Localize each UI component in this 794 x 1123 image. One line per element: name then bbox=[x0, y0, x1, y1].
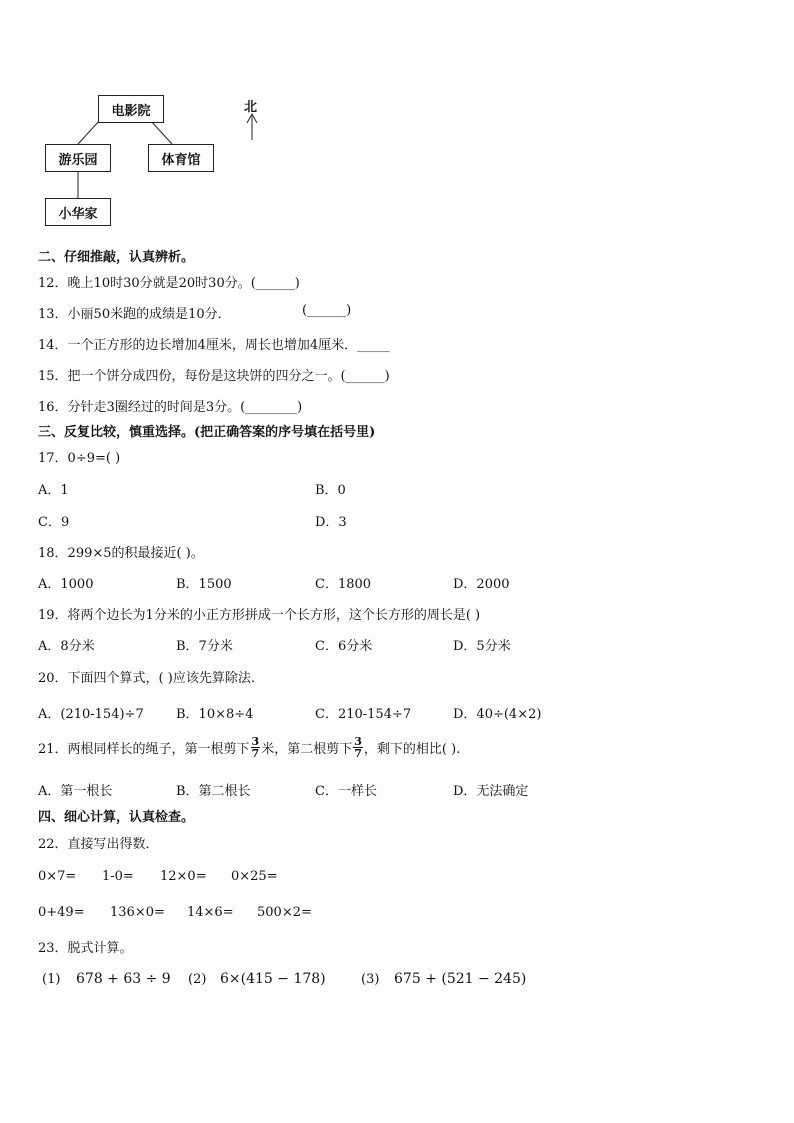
question-22: 22．直接写出得数． bbox=[38, 837, 159, 852]
calc-3-expr: 675 + (521 − 245) bbox=[394, 971, 527, 987]
map-box-home bbox=[45, 198, 111, 226]
map-box-cinema bbox=[98, 95, 164, 123]
calc-item: 0+49= bbox=[38, 905, 85, 920]
q20-option-d: D．40÷(4×2) bbox=[453, 707, 542, 722]
q17-option-d: D．3 bbox=[315, 515, 347, 530]
fraction-numerator: 3 bbox=[251, 735, 260, 748]
calc-item: 0×25= bbox=[231, 869, 278, 884]
question-20: 20．下面四个算式，( )应该先算除法. bbox=[38, 671, 255, 686]
fraction-numerator: 3 bbox=[354, 735, 362, 748]
q17-option-b: B．0 bbox=[315, 483, 346, 498]
question-13-blank: (______) bbox=[302, 303, 352, 318]
fraction-denominator: 7 bbox=[354, 747, 362, 760]
calc-item: 500×2= bbox=[257, 905, 312, 920]
home-label: 小华家 bbox=[58, 206, 98, 222]
question-16: 16．分针走3圈经过的时间是3分。(________) bbox=[38, 400, 303, 415]
question-19: 19．将两个边长为1分米的小正方形拼成一个长方形，这个长方形的周长是( ) bbox=[38, 608, 481, 623]
q20-option-a: A．(210-154)÷7 bbox=[38, 707, 144, 722]
q21-option-d: D．无法确定 bbox=[453, 784, 529, 799]
q19-option-b: B．7分米 bbox=[176, 639, 233, 654]
map-box-gym bbox=[148, 144, 214, 172]
q18-option-a: A．1000 bbox=[38, 577, 94, 592]
question-13: 13．小丽50米跑的成绩是10分． bbox=[38, 307, 231, 322]
q19-option-d: D．5分米 bbox=[453, 639, 511, 654]
park-label: 游乐园 bbox=[58, 152, 98, 168]
q18-option-d: D．2000 bbox=[453, 577, 510, 592]
q19-option-a: A．8分米 bbox=[38, 639, 95, 654]
q21-option-a: A．第一根长 bbox=[38, 784, 113, 799]
q21-option-c: C．一样长 bbox=[315, 784, 377, 799]
section3-title: 三、反复比较，慎重选择。(把正确答案的序号填在括号里) bbox=[38, 425, 376, 440]
q20-option-b: B．10×8÷4 bbox=[176, 707, 254, 722]
map-box-park bbox=[45, 144, 111, 172]
calc-item: 136×0= bbox=[110, 905, 165, 920]
question-21 bbox=[38, 736, 460, 759]
calc-1-label: (1) bbox=[42, 972, 61, 987]
q17-option-c: C．9 bbox=[38, 515, 70, 530]
section2-title: 二、仔细推敲，认真辨析。 bbox=[38, 250, 195, 265]
q21-text-1: 21．两根同样长的绳子，第一根剪下 bbox=[38, 742, 250, 757]
gym-label: 体育馆 bbox=[161, 152, 201, 168]
section4-title: 四、细心计算，认真检查。 bbox=[38, 810, 195, 825]
fraction-3-7-a bbox=[251, 736, 261, 759]
q21-text-3: ，剩下的相比( ). bbox=[363, 742, 461, 757]
question-14: 14．一个正方形的边长增加4厘米，周长也增加4厘米．_____ bbox=[38, 338, 390, 353]
q21-text-2: 米，第二根剪下 bbox=[261, 742, 353, 757]
calc-2-expr: 6×(415 − 178) bbox=[220, 971, 326, 987]
calc-item: 0×7= bbox=[38, 869, 77, 884]
cinema-label: 电影院 bbox=[111, 103, 151, 119]
calc-1-expr: 678 + 63 ÷ 9 bbox=[76, 971, 171, 987]
fraction-denominator: 7 bbox=[251, 747, 260, 760]
question-17: 17．0÷9=( ) bbox=[38, 451, 121, 466]
calc-item: 12×0= bbox=[160, 869, 207, 884]
fraction-3-7-b bbox=[353, 736, 363, 759]
calc-item: 14×6= bbox=[187, 905, 234, 920]
question-12: 12．晚上10时30分就是20时30分。(______) bbox=[38, 276, 300, 291]
question-15: 15．把一个饼分成四份，每份是这块饼的四分之一。(______) bbox=[38, 369, 390, 384]
north-label: 北 bbox=[244, 100, 258, 115]
q21-option-b: B．第二根长 bbox=[176, 784, 251, 799]
calc-2-label: (2) bbox=[188, 972, 207, 987]
question-23: 23．脱式计算。 bbox=[38, 941, 133, 956]
q18-option-b: B．1500 bbox=[176, 577, 232, 592]
question-18: 18．299×5的积最接近( )。 bbox=[38, 546, 204, 561]
q20-option-c: C．210-154÷7 bbox=[315, 707, 412, 722]
q18-option-c: C．1800 bbox=[315, 577, 372, 592]
calc-3-label: (3) bbox=[361, 972, 380, 987]
calc-item: 1-0= bbox=[102, 869, 134, 884]
q17-option-a: A．1 bbox=[38, 483, 69, 498]
q19-option-c: C．6分米 bbox=[315, 639, 373, 654]
